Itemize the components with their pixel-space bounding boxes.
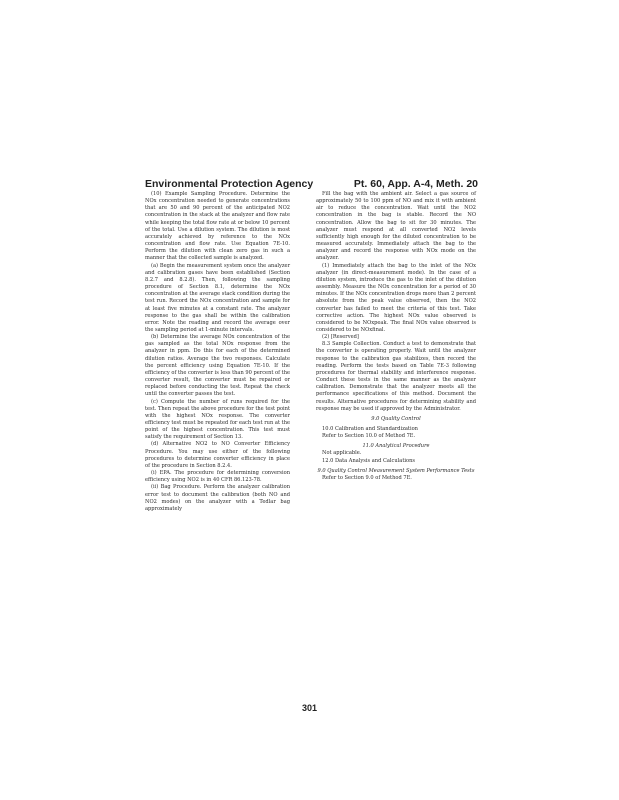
paragraph: 8.3 Sample Collection. Conduct a test to demonstrate that the converter is operating properly. Wait until the analyzer response to the calibration gas stabilizes, then record the reading. Perform the tests based on Table 7E-3 following procedures for thermal stability and interference response. Conduct these tests in the same manner as the analyzer calibration. Demonstrate that the analyzer meets all the performance specifications of this method. Document the results. Alternative procedures for determining stability and response may be used if approved by the Administrator. bbox=[316, 341, 476, 412]
paragraph: Fill the bag with the ambient air. Select a gas source of approximately 50 to 100 ppm of NO and mix it with ambient air to reduce the concentration. Wait until the NO2 concentration in the bag is stable. Record the NO concentration. Allow the bag to sit for 30 minutes. The analyzer must respond at all converted NO2 levels sufficiently high enough for the diluted concentration to be measured accurately. Immediately attach the bag to the analyzer and record the response with NOx mode on the analyzer. bbox=[316, 191, 476, 262]
paragraph: Refer to Section 9.0 of Method 7E. bbox=[322, 474, 412, 481]
paragraph: (c) Compute the number of runs required for the test. Then repeat the above procedure for the test point with the highest NOx response. The converter efficiency test must be repeated for each test run at the point of the highest concentration. This test must satisfy the requirement of Section 13. bbox=[145, 398, 290, 441]
paragraph: (ii) Bag Procedure. Perform the analyzer calibration error test to document the calibration (both NO and NO2 modes) on the analyzer with a Tedlar bag approximately bbox=[145, 484, 290, 512]
paragraph: Not applicable. bbox=[322, 450, 362, 457]
paragraph: Refer to Section 10.0 of Method 7E. bbox=[322, 433, 416, 440]
paragraph: (i) EPA. The procedure for determining conversion efficiency using NO2 is in 40 CFR 86.123-78. bbox=[145, 470, 290, 484]
running-header-right: Pt. 60, App. A-4, Meth. 20 bbox=[353, 178, 478, 190]
paragraph: (b) Determine the average NOx concentration of the gas sampled as the total NOx response from the analyzer in ppm. Do this for each of the determined dilution ratios. Average the two responses. Calculate the percent efficiency using Equation 7E-10. If the efficiency of the converter is less than 90 percent of the converter result, the converter must be repaired or replaced before conducting the test. Repeat the check until the converter passes the test. bbox=[145, 334, 290, 398]
left-column bbox=[145, 191, 290, 513]
paragraph: (d) Alternative NO2 to NO Converter Efficiency Procedure. You may use either of the following procedures to determine converter efficiency in place of the procedure in Section 8.2.4. bbox=[145, 441, 290, 469]
paragraph: (a) Begin the measurement system once the analyzer and calibration gases have been established (Section 8.2.7 and 8.2.8). Then, following the sampling procedure of Section 8.1, determine the NOx concentration at the average stack condition during the test run. Record the NOx concentration and sample for at least five minutes at a constant rate. The analyzer response to the gas shall be within the calibration error. Note the reading and record the average over the sampling period at 1-minute intervals. bbox=[145, 262, 290, 333]
paragraph: (1) Immediately attach the bag to the inlet of the NOx analyzer (in direct-measurement mode). In the case of a dilution system, introduce the gas to the inlet of the dilution assembly. Measure the NOx concentration for a period of 30 minutes. If the NOx concentration drops more than 2 percent absolute from the peak value observed, then the NO2 converter has failed to meet the criteria of this test. Take corrective action. The highest NOx value observed is considered to be NOxpeak. The final NOx value observed is considered to be NOxfinal. bbox=[316, 262, 476, 333]
page-number: 301 bbox=[301, 703, 318, 713]
running-header-left: Environmental Protection Agency bbox=[145, 178, 314, 190]
paragraph: 12.0 Data Analysis and Calculations bbox=[322, 457, 415, 464]
paragraph: (10) Example Sampling Procedure. Determine the NOx concentration needed to generate concentrations that are 50 and 90 percent of the anticipated NO2 concentration in the stack at the analyzer and flow rate while keeping the total flow rate at or below 10 percent of the total. Use a dilution system. The dilution is most accurately achieved by reference to the NOx concentration and flow rate. Use Equation 7E-10. Perform the dilution with clean zero gas in such a manner that the collected sample is analyzed. bbox=[145, 191, 290, 262]
section-heading: 9.0 Quality Control Measurement System Performance Tests bbox=[317, 467, 475, 474]
section-heading: 11.0 Analytical Procedure bbox=[362, 443, 430, 450]
paragraph: (2) [Reserved] bbox=[322, 334, 359, 341]
paragraph: 10.0 Calibration and Standardization bbox=[322, 426, 418, 432]
right-column bbox=[316, 191, 476, 482]
section-heading: 9.0 Quality Control bbox=[371, 415, 421, 422]
